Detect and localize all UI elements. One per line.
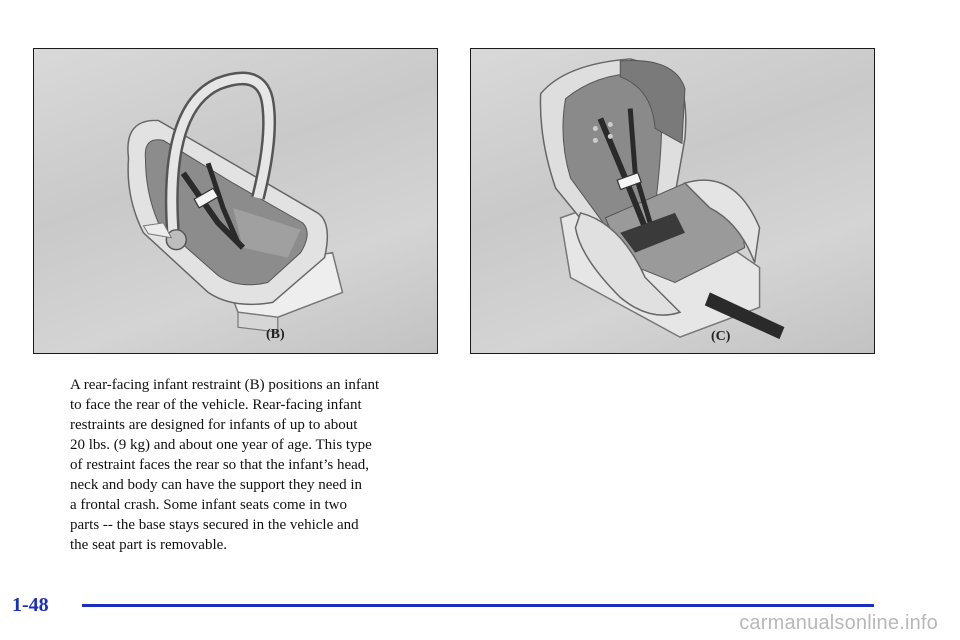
body-paragraph	[70, 375, 450, 555]
infant-seat-illustration	[34, 49, 437, 353]
figure-convertible-seat	[470, 48, 875, 354]
figure-label: (C)	[711, 329, 731, 344]
text-line: A rear-facing infant restraint (B) positions an infant	[70, 377, 380, 393]
convertible-seat-illustration	[471, 49, 874, 353]
text-line: restraints are designed for infants of up to about	[70, 417, 358, 433]
text-line: parts -- the base stays secured in the vehicle and	[70, 517, 359, 533]
text-line: neck and body can have the support they need in	[70, 477, 362, 493]
footer-rule	[82, 604, 874, 607]
text-line: to face the rear of the vehicle. Rear-facing infant	[70, 397, 362, 413]
figure-label: (B)	[266, 327, 285, 342]
text-line: of restraint faces the rear so that the infant’s head,	[70, 457, 370, 473]
watermark: carmanualsonline.info	[739, 612, 938, 634]
figure-infant-seat	[33, 48, 438, 354]
page-number: 1-48	[12, 594, 49, 616]
text-line: a frontal crash. Some infant seats come in two	[70, 497, 348, 513]
text-line: the seat part is removable.	[70, 537, 228, 553]
text-line: 20 lbs. (9 kg) and about one year of age. This type	[70, 437, 372, 453]
